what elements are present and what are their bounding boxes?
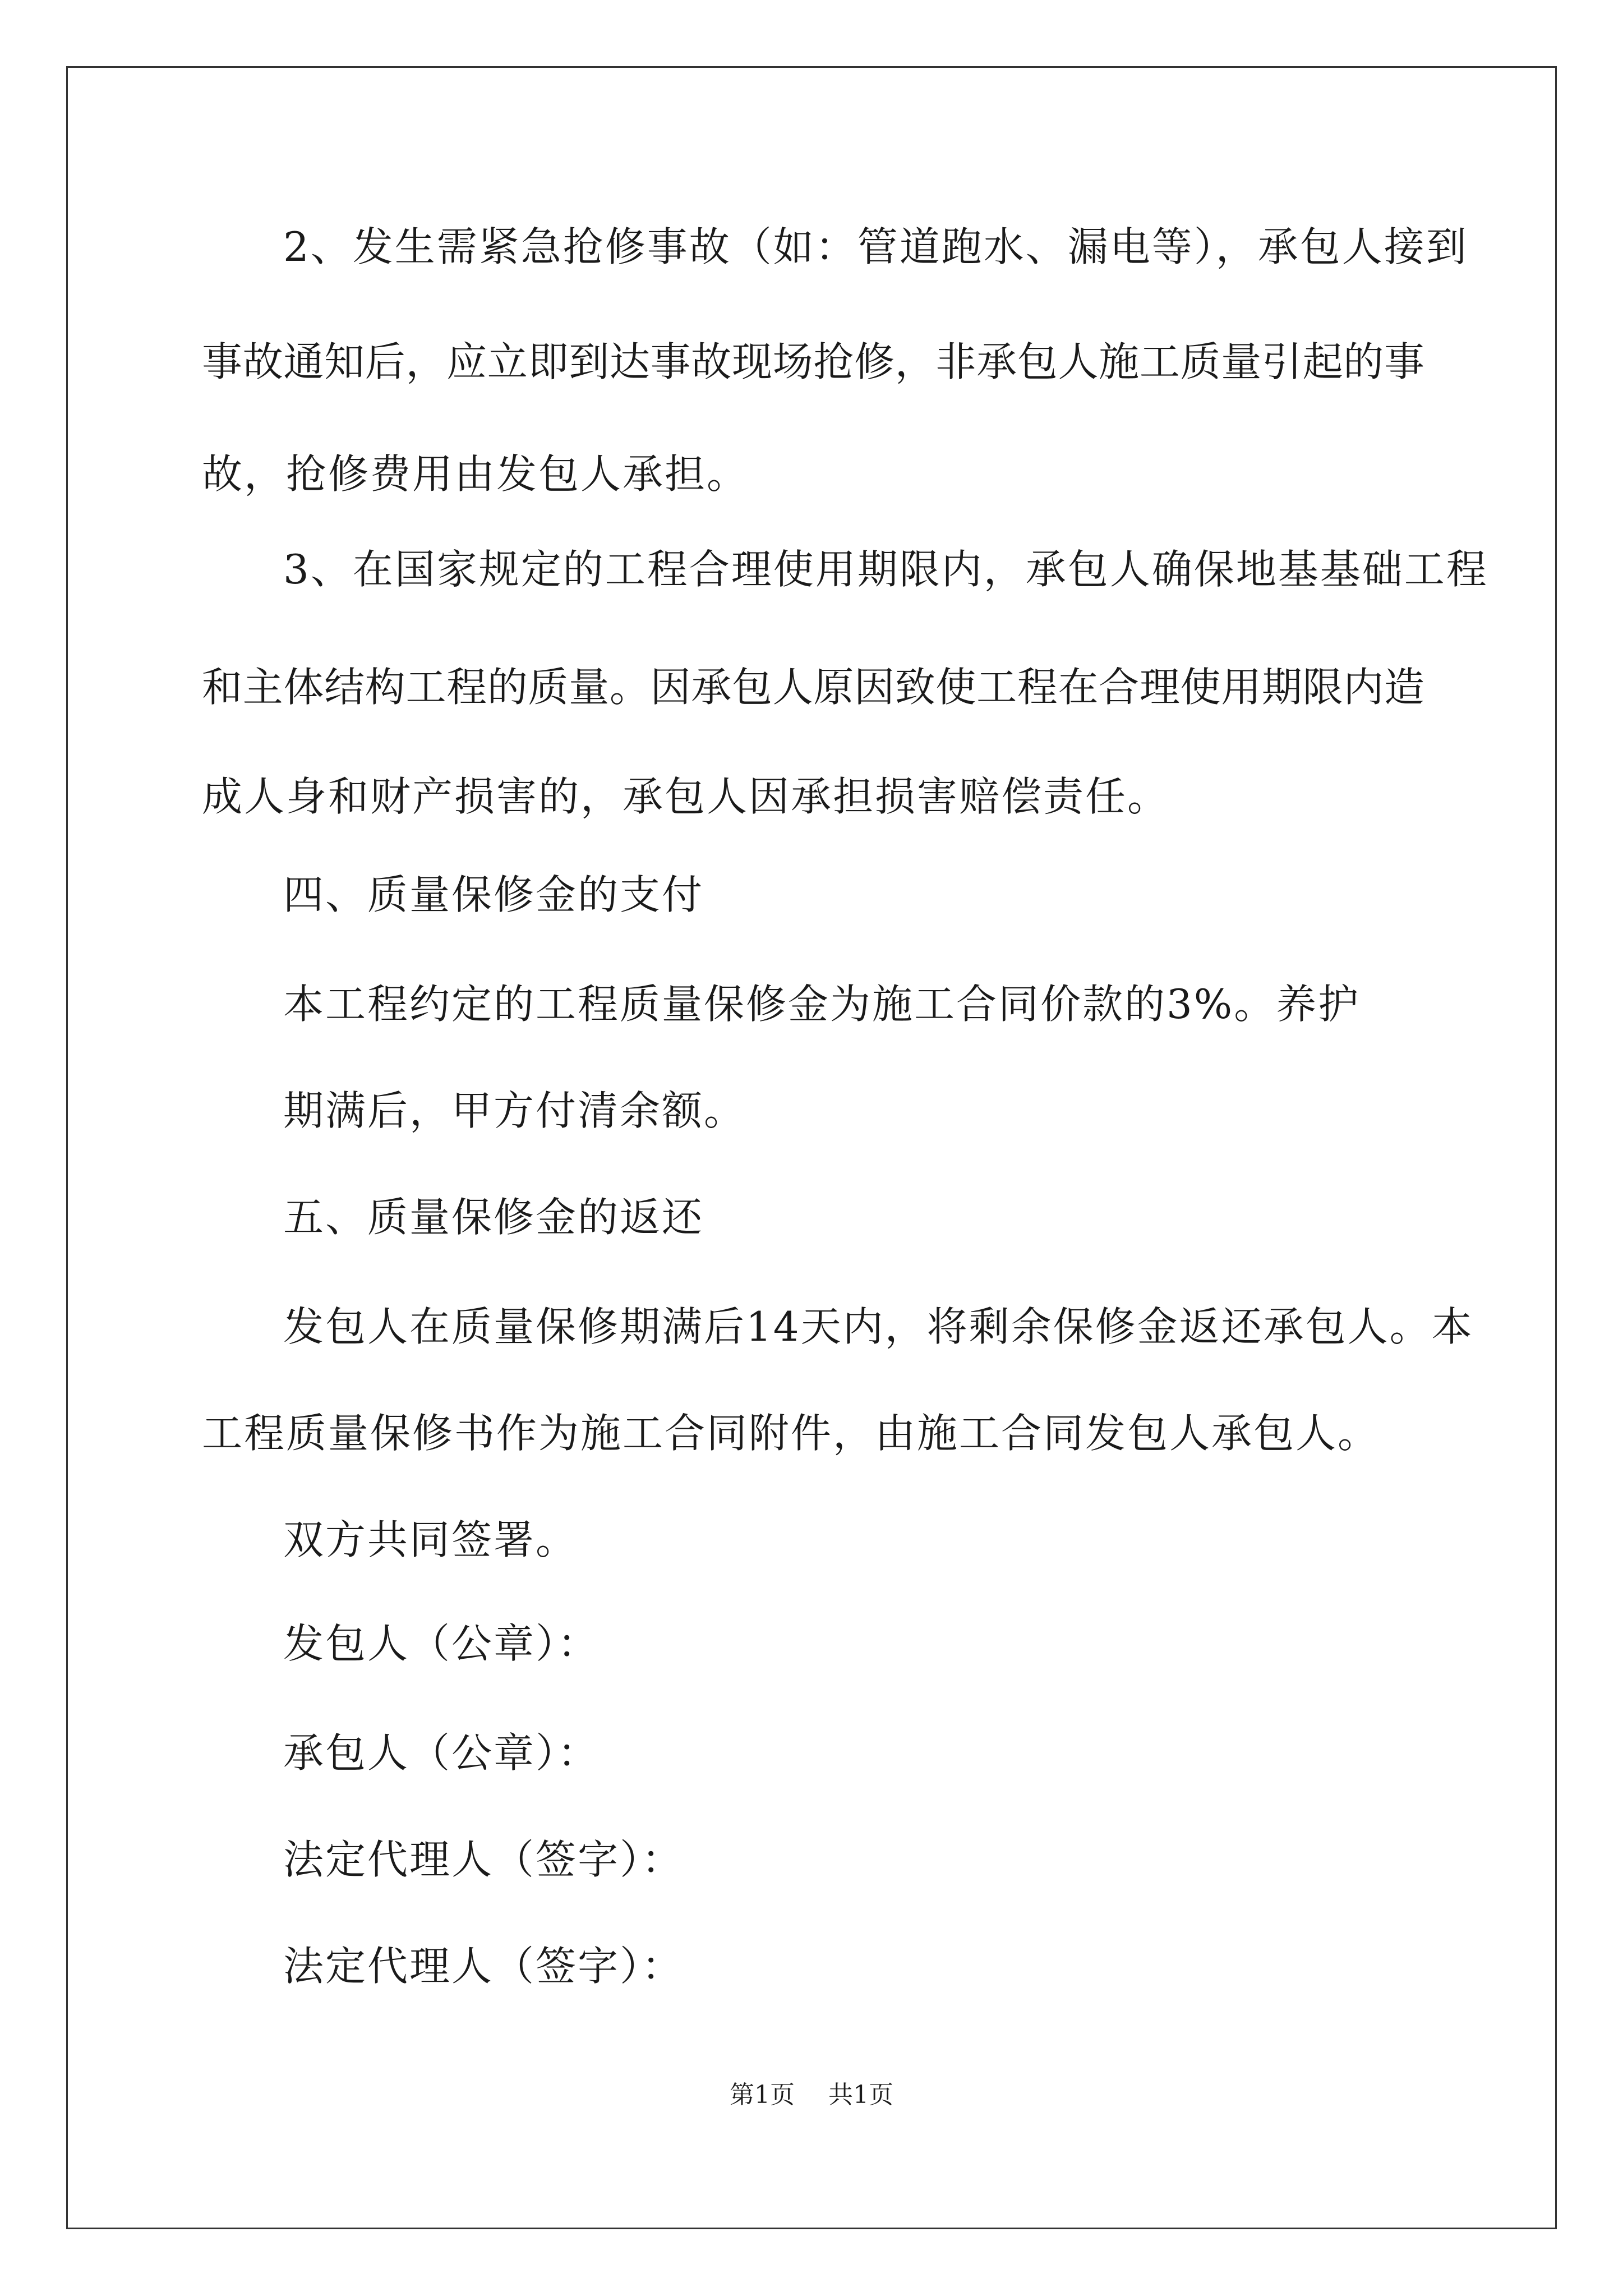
paragraph-line: 成人身和财产损害的，承包人因承担损害赔偿责任。 [202,773,1170,820]
section-heading: 四、质量保修金的支付 [283,871,704,918]
signature-field-label: 发包人（公章）： [283,1620,600,1667]
page-border [66,66,1557,2229]
paragraph-line: 发包人在质量保修期满后14天内，将剩余保修金返还承包人。本 [283,1303,1474,1350]
paragraph-line: 事故通知后，应立即到达事故现场抢修，非承包人施工质量引起的事 [202,338,1424,385]
paragraph-line: 3、在国家规定的工程合理使用期限内，承包人确保地基基础工程 [283,546,1488,593]
paragraph-line: 工程质量保修书作为施工合同附件，由施工合同发包人承包人。 [202,1410,1380,1457]
paragraph-line: 期满后，甲方付清余额。 [283,1087,746,1134]
page-number: 第1页 [730,2081,795,2109]
paragraph-line: 故，抢修费用由发包人承担。 [202,450,749,498]
signature-field-label: 法定代理人（签字）： [283,1943,684,1990]
section-heading: 五、质量保修金的返还 [283,1194,704,1241]
paragraph-line: 和主体结构工程的质量。因承包人原因致使工程在合理使用期限内造 [202,664,1424,711]
paragraph-line: 2、发生需紧急抢修事故（如：管道跑水、漏电等），承包人接到 [283,223,1468,270]
paragraph-line: 双方共同签署。 [283,1516,578,1563]
paragraph-line: 本工程约定的工程质量保修金为施工合同价款的3%。养护 [283,981,1361,1028]
signature-field-label: 法定代理人（签字）： [283,1836,684,1883]
page-footer [0,2078,1623,2112]
page-total: 共1页 [828,2081,893,2109]
signature-field-label: 承包人（公章）： [283,1729,600,1777]
